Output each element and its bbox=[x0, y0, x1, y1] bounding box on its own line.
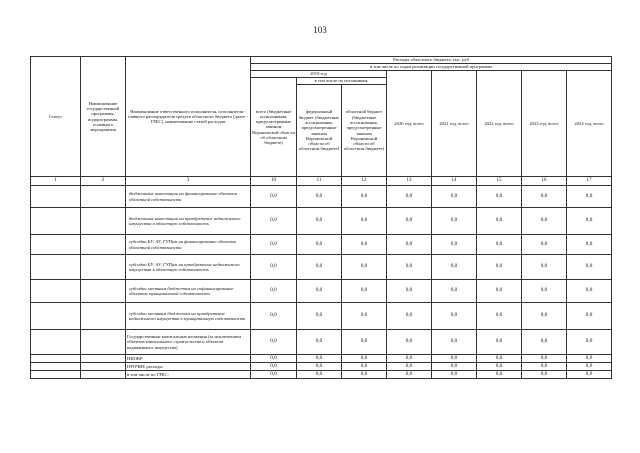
empty-cell bbox=[81, 186, 126, 208]
empty-cell bbox=[81, 255, 126, 280]
value-cell: 0,0 bbox=[342, 371, 387, 379]
value-cell: 0,0 bbox=[477, 235, 522, 255]
col-number: 15 bbox=[477, 177, 522, 186]
value-cell: 0,0 bbox=[567, 355, 612, 363]
table-row bbox=[31, 208, 612, 235]
value-cell: 0,0 bbox=[522, 235, 567, 255]
header-year-2022: 2022 год, всего bbox=[477, 71, 522, 177]
value-cell: 0,0 bbox=[567, 255, 612, 280]
empty-cell bbox=[31, 235, 81, 255]
row-label: НИОКР bbox=[126, 355, 251, 363]
empty-cell bbox=[81, 363, 126, 371]
col-number: 10 bbox=[251, 177, 297, 186]
empty-cell bbox=[81, 280, 126, 303]
value-cell: 0,0 bbox=[432, 355, 477, 363]
value-cell: 0,0 bbox=[567, 303, 612, 330]
col-number: 11 bbox=[297, 177, 342, 186]
header-executor: Наименование ответственного исполнителя, исполнителя - главного распорядителя средств областного бюджета (далее - ГРБС), наименование статей расходов bbox=[126, 57, 251, 177]
value-cell: 0,0 bbox=[251, 255, 297, 280]
value-cell: 0,0 bbox=[342, 355, 387, 363]
value-cell: 0,0 bbox=[567, 371, 612, 379]
value-cell: 0,0 bbox=[387, 303, 432, 330]
header-sources: в том числе по источникам: bbox=[297, 78, 387, 85]
value-cell: 0,0 bbox=[297, 355, 342, 363]
value-cell: 0,0 bbox=[297, 303, 342, 330]
col-number: 14 bbox=[432, 177, 477, 186]
value-cell: 0,0 bbox=[297, 255, 342, 280]
row-label: субсидии местным бюджетам на софинансирование объектов муниципальной собственности bbox=[126, 280, 251, 303]
table-row bbox=[31, 303, 612, 330]
value-cell: 0,0 bbox=[387, 371, 432, 379]
header-year-2021: 2021 год, всего bbox=[432, 71, 477, 177]
value-cell: 0,0 bbox=[387, 363, 432, 371]
row-label: бюджетные инвестиции на приобретение недвижимого имущества в областную собственность bbox=[126, 208, 251, 235]
header-total-2019: всего (бюджетные ассигнования, предусмотренные законом Воронежской области об областном бюджете) bbox=[251, 78, 297, 177]
table-row bbox=[31, 235, 612, 255]
value-cell: 0,0 bbox=[522, 186, 567, 208]
value-cell: 0,0 bbox=[477, 255, 522, 280]
table-row bbox=[31, 363, 612, 371]
value-cell: 0,0 bbox=[251, 280, 297, 303]
value-cell: 0,0 bbox=[567, 186, 612, 208]
value-cell: 0,0 bbox=[387, 330, 432, 355]
empty-cell bbox=[31, 255, 81, 280]
value-cell: 0,0 bbox=[387, 355, 432, 363]
empty-cell bbox=[31, 330, 81, 355]
value-cell: 0,0 bbox=[387, 235, 432, 255]
value-cell: 0,0 bbox=[251, 363, 297, 371]
value-cell: 0,0 bbox=[387, 208, 432, 235]
empty-cell bbox=[31, 371, 81, 379]
value-cell: 0,0 bbox=[342, 186, 387, 208]
value-cell: 0,0 bbox=[477, 330, 522, 355]
value-cell: 0,0 bbox=[251, 330, 297, 355]
empty-cell bbox=[81, 303, 126, 330]
header-year-2024: 2024 год, всего bbox=[567, 71, 612, 177]
table-row bbox=[31, 255, 612, 280]
value-cell: 0,0 bbox=[387, 280, 432, 303]
col-number: 1 bbox=[31, 177, 81, 186]
value-cell: 0,0 bbox=[387, 255, 432, 280]
value-cell: 0,0 bbox=[342, 235, 387, 255]
value-cell: 0,0 bbox=[297, 235, 342, 255]
col-number: 16 bbox=[522, 177, 567, 186]
empty-cell bbox=[31, 208, 81, 235]
value-cell: 0,0 bbox=[251, 208, 297, 235]
table-row bbox=[31, 371, 612, 379]
value-cell: 0,0 bbox=[522, 363, 567, 371]
header-program-name: Наименование государственной программы, подпрограммы, основного мероприятия bbox=[81, 57, 126, 177]
value-cell: 0,0 bbox=[297, 208, 342, 235]
value-cell: 0,0 bbox=[522, 303, 567, 330]
value-cell: 0,0 bbox=[342, 330, 387, 355]
value-cell: 0,0 bbox=[522, 355, 567, 363]
value-cell: 0,0 bbox=[522, 280, 567, 303]
value-cell: 0,0 bbox=[477, 303, 522, 330]
value-cell: 0,0 bbox=[251, 186, 297, 208]
value-cell: 0,0 bbox=[477, 208, 522, 235]
value-cell: 0,0 bbox=[342, 255, 387, 280]
header-status: Статус bbox=[31, 57, 81, 177]
empty-cell bbox=[31, 355, 81, 363]
header-year-2023: 2023 год, всего bbox=[522, 71, 567, 177]
col-number: 2 bbox=[81, 177, 126, 186]
table-row bbox=[31, 186, 612, 208]
header-year-2020: 2020 год, всего bbox=[387, 71, 432, 177]
col-number: 13 bbox=[387, 177, 432, 186]
value-cell: 0,0 bbox=[567, 330, 612, 355]
value-cell: 0,0 bbox=[477, 280, 522, 303]
value-cell: 0,0 bbox=[522, 371, 567, 379]
header-federal: федеральный бюджет (бюджетные ассигнования, предусмотренные законом Воронежской области об областном бюджете) bbox=[297, 85, 342, 177]
row-label: субсидии БУ, АУ, ГУПам на приобретение недвижимого имущества в областную собственность bbox=[126, 255, 251, 280]
value-cell: 0,0 bbox=[522, 255, 567, 280]
empty-cell bbox=[31, 186, 81, 208]
value-cell: 0,0 bbox=[432, 371, 477, 379]
row-label: ПРОЧИЕ расходы bbox=[126, 363, 251, 371]
value-cell: 0,0 bbox=[297, 280, 342, 303]
value-cell: 0,0 bbox=[432, 303, 477, 330]
value-cell: 0,0 bbox=[432, 235, 477, 255]
row-label: бюджетные инвестиции на финансирование объектов областной собственности bbox=[126, 186, 251, 208]
value-cell: 0,0 bbox=[477, 371, 522, 379]
value-cell: 0,0 bbox=[297, 371, 342, 379]
value-cell: 0,0 bbox=[342, 303, 387, 330]
header-by-year: в том числе по годам реализации государственной программы bbox=[251, 64, 612, 71]
value-cell: 0,0 bbox=[477, 186, 522, 208]
value-cell: 0,0 bbox=[251, 235, 297, 255]
row-label: в том числе по ГРБС: bbox=[126, 371, 251, 379]
empty-cell bbox=[81, 355, 126, 363]
value-cell: 0,0 bbox=[342, 208, 387, 235]
table-row bbox=[31, 330, 612, 355]
value-cell: 0,0 bbox=[522, 208, 567, 235]
value-cell: 0,0 bbox=[387, 186, 432, 208]
header-expenses: Расходы областного бюджета, тыс. руб bbox=[251, 57, 612, 64]
row-label: субсидии БУ, АУ, ГУПам на финансирование объектов областной собственности bbox=[126, 235, 251, 255]
value-cell: 0,0 bbox=[251, 371, 297, 379]
value-cell: 0,0 bbox=[567, 208, 612, 235]
empty-cell bbox=[81, 330, 126, 355]
empty-cell bbox=[31, 303, 81, 330]
header-regional: областной бюджет (бюджетные ассигнования, предусмотренные законом Воронежской области об областном бюджете) bbox=[342, 85, 387, 177]
budget-table bbox=[30, 56, 612, 379]
empty-cell bbox=[31, 280, 81, 303]
row-label: субсидии местным бюджетам на приобретение недвижимого имущества в муниципальную собственность bbox=[126, 303, 251, 330]
table-row bbox=[31, 355, 612, 363]
value-cell: 0,0 bbox=[297, 186, 342, 208]
col-number: 17 bbox=[567, 177, 612, 186]
empty-cell bbox=[81, 371, 126, 379]
header-year-2019: 2019 год bbox=[251, 71, 387, 78]
empty-cell bbox=[31, 363, 81, 371]
col-number: 3 bbox=[126, 177, 251, 186]
value-cell: 0,0 bbox=[251, 303, 297, 330]
value-cell: 0,0 bbox=[432, 186, 477, 208]
row-label: Государственные капитальные вложения (за исключением объектов капитального строительства и объектов недвижимого имущества) bbox=[126, 330, 251, 355]
value-cell: 0,0 bbox=[432, 330, 477, 355]
value-cell: 0,0 bbox=[342, 363, 387, 371]
value-cell: 0,0 bbox=[342, 280, 387, 303]
value-cell: 0,0 bbox=[297, 330, 342, 355]
value-cell: 0,0 bbox=[567, 280, 612, 303]
value-cell: 0,0 bbox=[477, 363, 522, 371]
value-cell: 0,0 bbox=[432, 280, 477, 303]
value-cell: 0,0 bbox=[567, 235, 612, 255]
value-cell: 0,0 bbox=[432, 208, 477, 235]
value-cell: 0,0 bbox=[522, 330, 567, 355]
col-number: 12 bbox=[342, 177, 387, 186]
value-cell: 0,0 bbox=[297, 363, 342, 371]
value-cell: 0,0 bbox=[432, 363, 477, 371]
value-cell: 0,0 bbox=[251, 355, 297, 363]
empty-cell bbox=[81, 208, 126, 235]
value-cell: 0,0 bbox=[477, 355, 522, 363]
table-row bbox=[31, 280, 612, 303]
value-cell: 0,0 bbox=[567, 363, 612, 371]
page-number: 103 bbox=[313, 25, 327, 35]
value-cell: 0,0 bbox=[432, 255, 477, 280]
empty-cell bbox=[81, 235, 126, 255]
